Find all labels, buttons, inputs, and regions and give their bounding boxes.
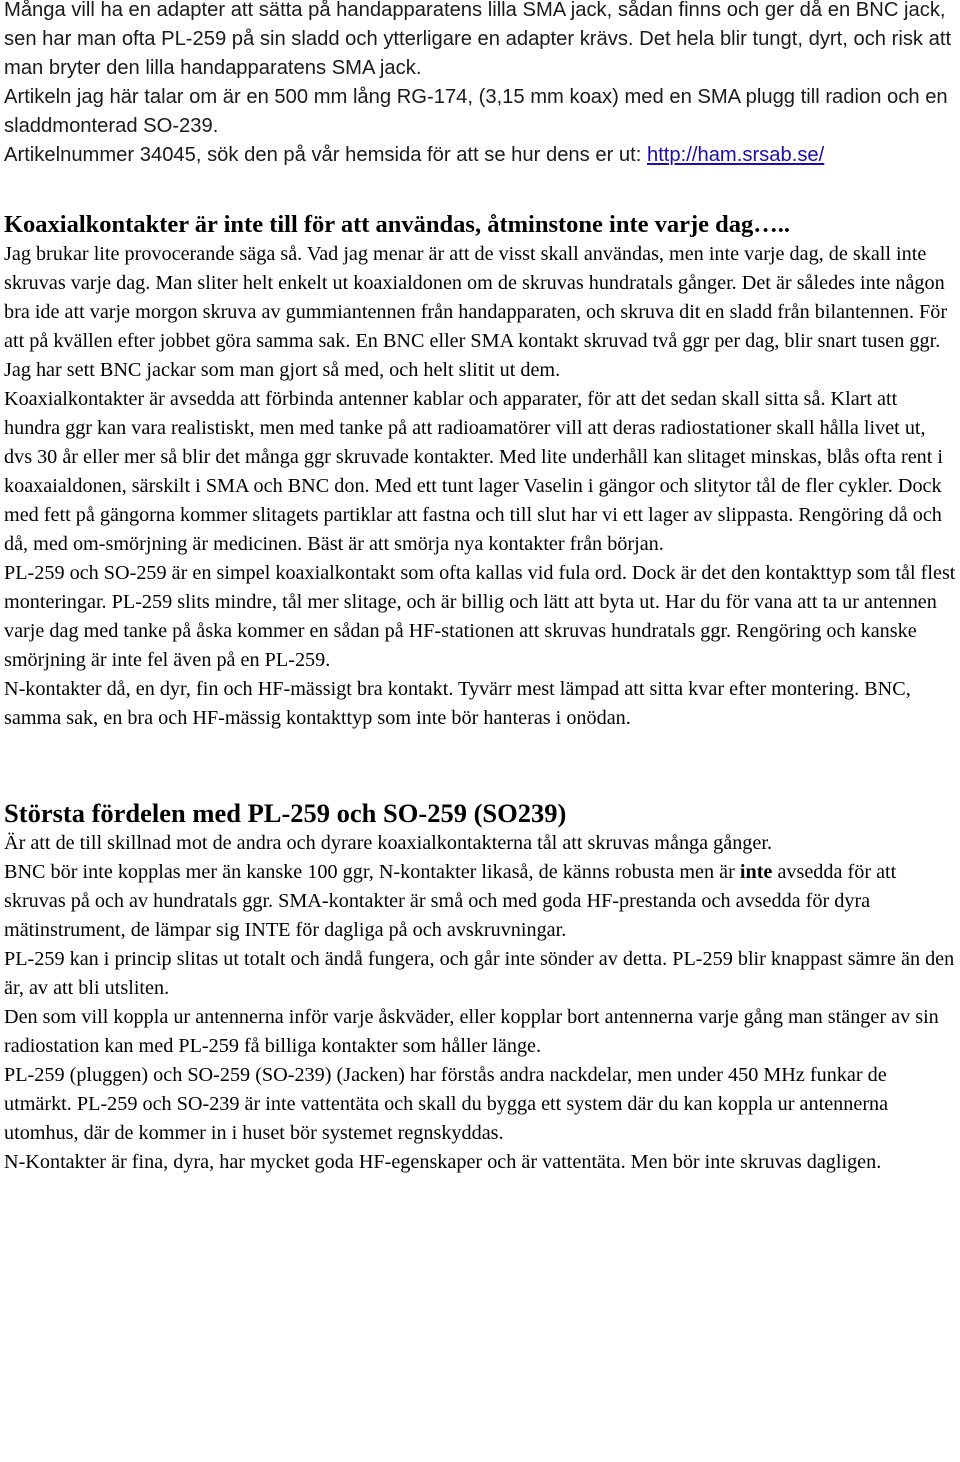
section1-paragraph-4: N-kontakter då, en dyr, fin och HF-mässigt bra kontakt. Tyvärr mest lämpad att sitta kvar efter montering. BNC, samma sak, en bra och HF-mässig kontakttyp som inte bör hanteras i onödan.	[4, 678, 911, 729]
section-heading-storsta-fordelen: Största fördelen med PL-259 och SO-259 (SO239)	[4, 798, 567, 828]
section2-paragraph-3: PL-259 kan i princip slitas ut totalt och ändå fungera, och går inte sönder av detta. PL-259 blir knappast sämre än den är, av att bli utsliten.	[4, 948, 955, 999]
section2-paragraph-2	[4, 858, 956, 945]
section2-p2-start: BNC bör inte kopplas mer än kanske 100 ggr, N-kontakter likaså, de känns robusta men är	[4, 861, 740, 883]
section1-body	[4, 240, 956, 733]
section2-body	[4, 829, 956, 1177]
section2-paragraph-1: Är att de till skillnad mot de andra och dyrare koaxialkontakterna tål att skruvas många gånger.	[4, 832, 772, 854]
section1-paragraph-1: Jag brukar lite provocerande säga så. Vad jag menar är att de visst skall användas, men inte varje dag, de skall inte skruvas varje dag. Man sliter helt enkelt ut koaxialdonen om de skruvas hundratals gånger. Det är således inte någon bra ide att varje morgon skruva av gummiantennen från handapparaten, och skruva dit en sladd från bilantennen. För att på kvällen efter jobbet göra samma sak. En BNC eller SMA kontakt skruvad två ggr per dag, blir snart tusen ggr. Jag har sett BNC jackar som man gjort så med, och helt slitit ut dem.	[4, 243, 948, 381]
section2-p2-bold: inte	[739, 861, 773, 883]
intro-block	[4, 0, 956, 170]
website-link[interactable]: http://ham.srsab.se/	[646, 144, 825, 166]
section2-p2-end: avsedda för att skruvas på och av hundratals ggr. SMA-kontakter är små och med goda HF-prestanda och avsedda för dyra mätinstrument, de lämpar sig INTE för dagliga på och avskruvningar.	[4, 861, 897, 941]
intro-paragraph-1: Många vill ha en adapter att sätta på handapparatens lilla SMA jack, sådan finns och ger då en BNC jack, sen har man ofta PL-259 på sin sladd och ytterligare en adapter krävs. Det hela blir tungt, dyrt, och risk att man bryter den lilla handapparatens SMA jack.	[4, 0, 952, 79]
intro-paragraph-2: Artikeln jag här talar om är en 500 mm lång RG-174, (3,15 mm koax) med en SMA plugg till radion och en sladdmonterad SO-239.	[4, 86, 948, 137]
section1-paragraph-3: PL-259 och SO-259 är en simpel koaxialkontakt som ofta kallas vid fula ord. Dock är det den kontakttyp som tål flest monteringar. PL-259 slits mindre, tål mer slitage, och är billig och lätt att byta ut. Har du för vana att ta ur antennen varje dag med tanke på åska kommer en sådan på HF-stationen att skruvas hundratals ggr. Rengöring och kanske smörjning är inte fel även på en PL-259.	[4, 562, 956, 671]
article-number-text: Artikelnummer 34045, sök den på vår hemsida för att se hur dens er ut:	[4, 144, 647, 166]
section2-paragraph-5: PL-259 (pluggen) och SO-259 (SO-239) (Jacken) har förstås andra nackdelar, men under 450 MHz funkar de utmärkt. PL-259 och SO-239 är inte vattentäta och skall du bygga ett system där du kan koppla ur antennerna utomhus, där de kommer in i huset bör systemet regnskyddas.	[4, 1064, 889, 1144]
section2-paragraph-4: Den som vill koppla ur antennerna inför varje åskväder, eller kopplar bort antennerna varje gång man stänger av sin radiostation kan med PL-259 få billiga kontakter som håller länge.	[4, 1006, 939, 1057]
section1-paragraph-2: Koaxialkontakter är avsedda att förbinda antenner kablar och apparater, för att det sedan skall sitta så. Klart att hundra ggr kan vara realistiskt, men med tanke på att radioamatörer vill att deras radiostationer skall hålla livet ut, dvs 30 år eller mer så blir det många ggr skruvade kontakter. Med lite underhåll kan slitaget minskas, blås ofta rent i koaxaialdonen, särskilt i SMA och BNC don. Med ett tunt lager Vaselin i gängor och slitytor tål de fler cykler. Dock med fett på gängorna kommer slitagets partiklar att fastna och till slut har vi ett lager av slippasta. Rengöring då och då, med om-smörjning är medicinen. Bäst är att smörja nya kontakter från början.	[4, 388, 944, 555]
intro-paragraph-3	[4, 141, 956, 170]
section2-paragraph-6: N-Kontakter är fina, dyra, har mycket goda HF-egenskaper och är vattentäta. Men bör inte skruvas dagligen.	[4, 1151, 882, 1173]
section-heading-koaxialkontakter: Koaxialkontakter är inte till för att användas, åtminstone inte varje dag…..	[4, 211, 791, 238]
